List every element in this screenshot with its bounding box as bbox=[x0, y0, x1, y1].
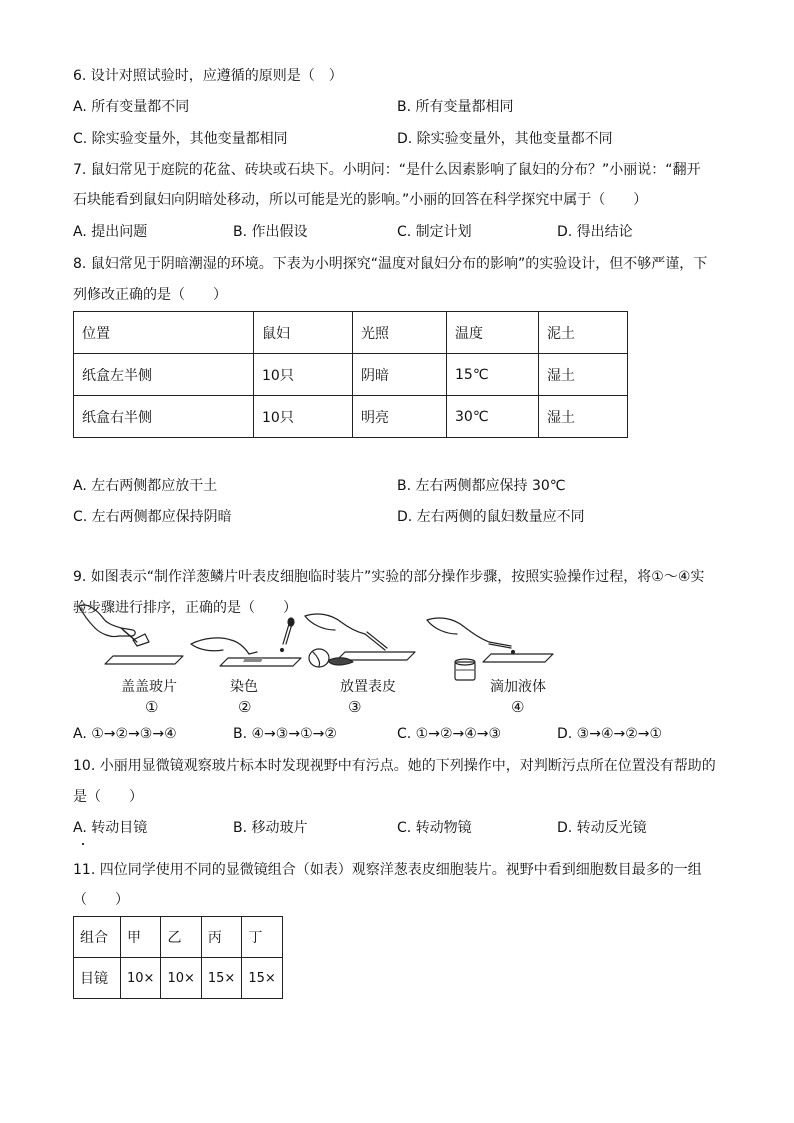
table-cell: 阴暗 bbox=[353, 354, 447, 396]
table-cell: 15× bbox=[201, 958, 241, 999]
table-cell: 明亮 bbox=[353, 396, 447, 438]
table-header-cell: 甲 bbox=[121, 917, 161, 958]
table-header-cell: 鼠妇 bbox=[254, 312, 353, 354]
table-header-cell: 位置 bbox=[74, 312, 254, 354]
q7-option-c: C. 制定计划 bbox=[397, 224, 472, 240]
table-cell: 纸盒右半侧 bbox=[74, 396, 254, 438]
q10-stem-line-1: 10. 小丽用显微镜观察玻片标本时发现视野中有污点。她的下列操作中，对判断污点所在位置没有帮助的 bbox=[73, 758, 716, 774]
staining-illustration bbox=[191, 618, 301, 666]
table-cell: 15× bbox=[242, 958, 282, 999]
q10-option-d: D. 转动反光镜 bbox=[557, 820, 647, 836]
table-cell: 10只 bbox=[254, 354, 353, 396]
stray-dot bbox=[82, 843, 84, 845]
table-cell: 纸盒左半侧 bbox=[74, 354, 254, 396]
q6-option-c: C. 除实验变量外，其他变量都相同 bbox=[73, 131, 288, 147]
q10-option-b: B. 移动玻片 bbox=[233, 820, 308, 836]
q8-table bbox=[73, 311, 628, 438]
table-header-cell: 光照 bbox=[353, 312, 447, 354]
q9-option-d: D. ③→④→②→① bbox=[557, 726, 663, 742]
q8-stem-line-2: 列修改正确的是（ ） bbox=[73, 287, 227, 303]
table-cell: 10× bbox=[121, 958, 161, 999]
q6-option-d: D. 除实验变量外，其他变量都不同 bbox=[397, 131, 613, 147]
q9-step-2-number: ② bbox=[238, 698, 252, 716]
q9-step-4-label: 滴加液体 bbox=[490, 679, 546, 695]
q9-option-c: C. ①→②→④→③ bbox=[397, 726, 502, 742]
table-cell: 15℃ bbox=[447, 354, 539, 396]
q10-option-a: A. 转动目镜 bbox=[73, 820, 148, 836]
q9-step-3-label: 放置表皮 bbox=[340, 679, 396, 695]
q6-stem: 6. 设计对照试验时，应遵循的原则是（ ） bbox=[73, 68, 343, 84]
q8-option-c: C. 左右两侧都应保持阴暗 bbox=[73, 509, 232, 525]
q9-stem-line-2: 验步骤进行排序，正确的是（ ） bbox=[73, 600, 297, 616]
q9-step-3-number: ③ bbox=[348, 698, 362, 716]
q7-option-a: A. 提出问题 bbox=[73, 224, 148, 240]
q9-stem-line-1: 9. 如图表示“制作洋葱鳞片叶表皮细胞临时装片”实验的部分操作步骤，按照实验操作过程，将①～④实 bbox=[73, 569, 705, 585]
q11-stem-line-2: （ ） bbox=[73, 892, 129, 908]
q8-option-a: A. 左右两侧都应放干土 bbox=[73, 478, 218, 494]
table-header-cell: 组合 bbox=[74, 917, 121, 958]
table-cell: 30℃ bbox=[447, 396, 539, 438]
place-epidermis-illustration bbox=[305, 614, 415, 667]
table-cell: 目镜 bbox=[74, 958, 121, 999]
q11-stem-line-1: 11. 四位同学使用不同的显微镜组合（如表）观察洋葱表皮细胞装片。视野中看到细胞数目最多的一组 bbox=[73, 862, 702, 878]
table-cell: 10× bbox=[161, 958, 201, 999]
q9-step-1-number: ① bbox=[145, 698, 159, 716]
drop-liquid-illustration bbox=[427, 618, 553, 680]
q7-option-d: D. 得出结论 bbox=[557, 224, 633, 240]
q10-option-c: C. 转动物镜 bbox=[397, 820, 472, 836]
table-row bbox=[74, 958, 283, 999]
table-cell: 湿土 bbox=[539, 354, 628, 396]
cover-slip-illustration bbox=[79, 605, 183, 664]
table-header-cell: 丁 bbox=[242, 917, 282, 958]
q7-option-b: B. 作出假设 bbox=[233, 224, 308, 240]
table-header-cell: 乙 bbox=[161, 917, 201, 958]
table-header-cell: 温度 bbox=[447, 312, 539, 354]
q10-stem-line-2: 是（ ） bbox=[73, 789, 143, 805]
q9-step-2-label: 染色 bbox=[230, 679, 258, 695]
table-cell: 湿土 bbox=[539, 396, 628, 438]
q7-stem-line-1: 7. 鼠妇常见于庭院的花盆、砖块或石块下。小明问：“是什么因素影响了鼠妇的分布？”小丽说：“翻开 bbox=[73, 162, 701, 178]
q8-stem-line-1: 8. 鼠妇常见于阴暗潮湿的环境。下表为小明探究“温度对鼠妇分布的影响”的实验设计，但不够严谨，下 bbox=[73, 256, 708, 272]
q8-option-b: B. 左右两侧都应保持 30℃ bbox=[397, 478, 566, 494]
q9-step-1-label: 盖盖玻片 bbox=[121, 679, 177, 695]
q9-option-a: A. ①→②→③→④ bbox=[73, 726, 177, 742]
q6-option-b: B. 所有变量都相同 bbox=[397, 99, 514, 115]
table-row bbox=[74, 354, 628, 396]
table-header-row bbox=[74, 917, 283, 958]
table-row bbox=[74, 396, 628, 438]
q11-table bbox=[73, 916, 283, 999]
q8-option-d: D. 左右两侧的鼠妇数量应不同 bbox=[397, 509, 585, 525]
table-header-cell: 泥土 bbox=[539, 312, 628, 354]
table-header-cell: 丙 bbox=[201, 917, 241, 958]
table-header-row bbox=[74, 312, 628, 354]
q7-stem-line-2: 石块能看到鼠妇向阴暗处移动，所以可能是光的影响。”小丽的回答在科学探究中属于（ ） bbox=[73, 192, 648, 208]
q9-option-b: B. ④→③→①→② bbox=[233, 726, 337, 742]
table-cell: 10只 bbox=[254, 396, 353, 438]
q6-option-a: A. 所有变量都不同 bbox=[73, 99, 190, 115]
q9-step-4-number: ④ bbox=[511, 698, 525, 716]
